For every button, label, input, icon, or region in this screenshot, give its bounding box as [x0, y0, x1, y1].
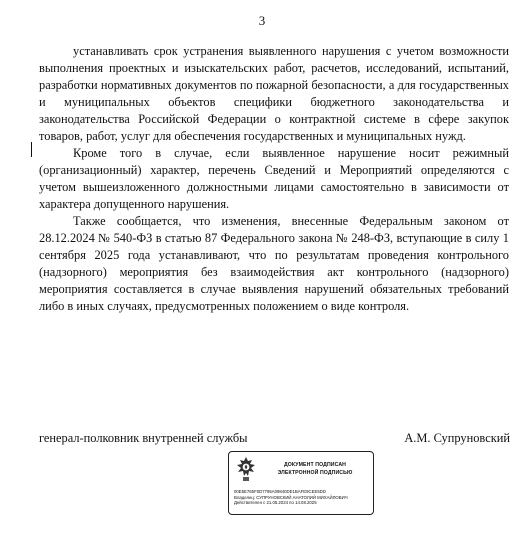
stamp-certificate-number: 00E5E765F0D7795A09840DE1BAFE9CEE5DD — [234, 489, 326, 494]
document-body — [39, 43, 509, 315]
stamp-title-line-1: ДОКУМЕНТ ПОДПИСАН — [283, 462, 347, 468]
stamp-owner: Владелец: СУПРУНОВСКИЙ АНАТОЛИЙ МИХАЙЛОВИЧ — [234, 494, 348, 500]
paragraph-continuation: устанавливать срок устранения выявленного нарушения с учетом возможности выполнения проектных и изыскательских работ, расчетов, исследований, испытаний, разработки нормативных документов по пожарной безопасности, а для государственных и муниципальных объектов специфики бюджетного законодательства и законодательства Российской Федерации о контрактной системе в сфере закупок товаров, работ, услуг для обеспечения государственных и муниципальных нужд. — [39, 44, 509, 143]
electronic-signature-stamp — [228, 451, 374, 515]
stamp-title-line-2: ЭЛЕКТРОННОЙ ПОДПИСЬЮ — [277, 470, 353, 476]
paragraph-federal-law-changes: Также сообщается, что изменения, внесенные Федеральным законом от 28.12.2024 № 540-ФЗ в статью 87 Федерального закона № 248-ФЗ, вступающие в силу 1 сентября 2025 года устанавливают, что по результатам проведения контрольного (надзорного) мероприятия без взаимодействия акт контрольного (надзорного) мероприятия составляется в случае выявления нарушений обязательных требований либо в иных случаях, предусмотренных положением о виде контроля. — [39, 214, 509, 313]
paragraph-regime-violation: Кроме того в случае, если выявленное нарушение носит режимный (организационный) характер, перечень Сведений и Мероприятий определяются с учетом вышеизложенного должностными лицами самостоятельно в зависимости от характера допущенного нарушения. — [39, 146, 509, 211]
margin-mark — [31, 142, 32, 157]
signatory-name: А.М. Супруновский — [404, 431, 510, 445]
emercom-emblem-icon — [235, 456, 257, 482]
signature-row — [39, 430, 510, 447]
stamp-certificate-details — [234, 489, 372, 506]
page-number: 3 — [258, 13, 266, 28]
signatory-position: генерал-полковник внутренней службы — [39, 431, 248, 445]
stamp-validity: Действителен с 21.05.2024 по 14.08.2025 — [234, 500, 317, 506]
stamp-title — [259, 461, 371, 477]
